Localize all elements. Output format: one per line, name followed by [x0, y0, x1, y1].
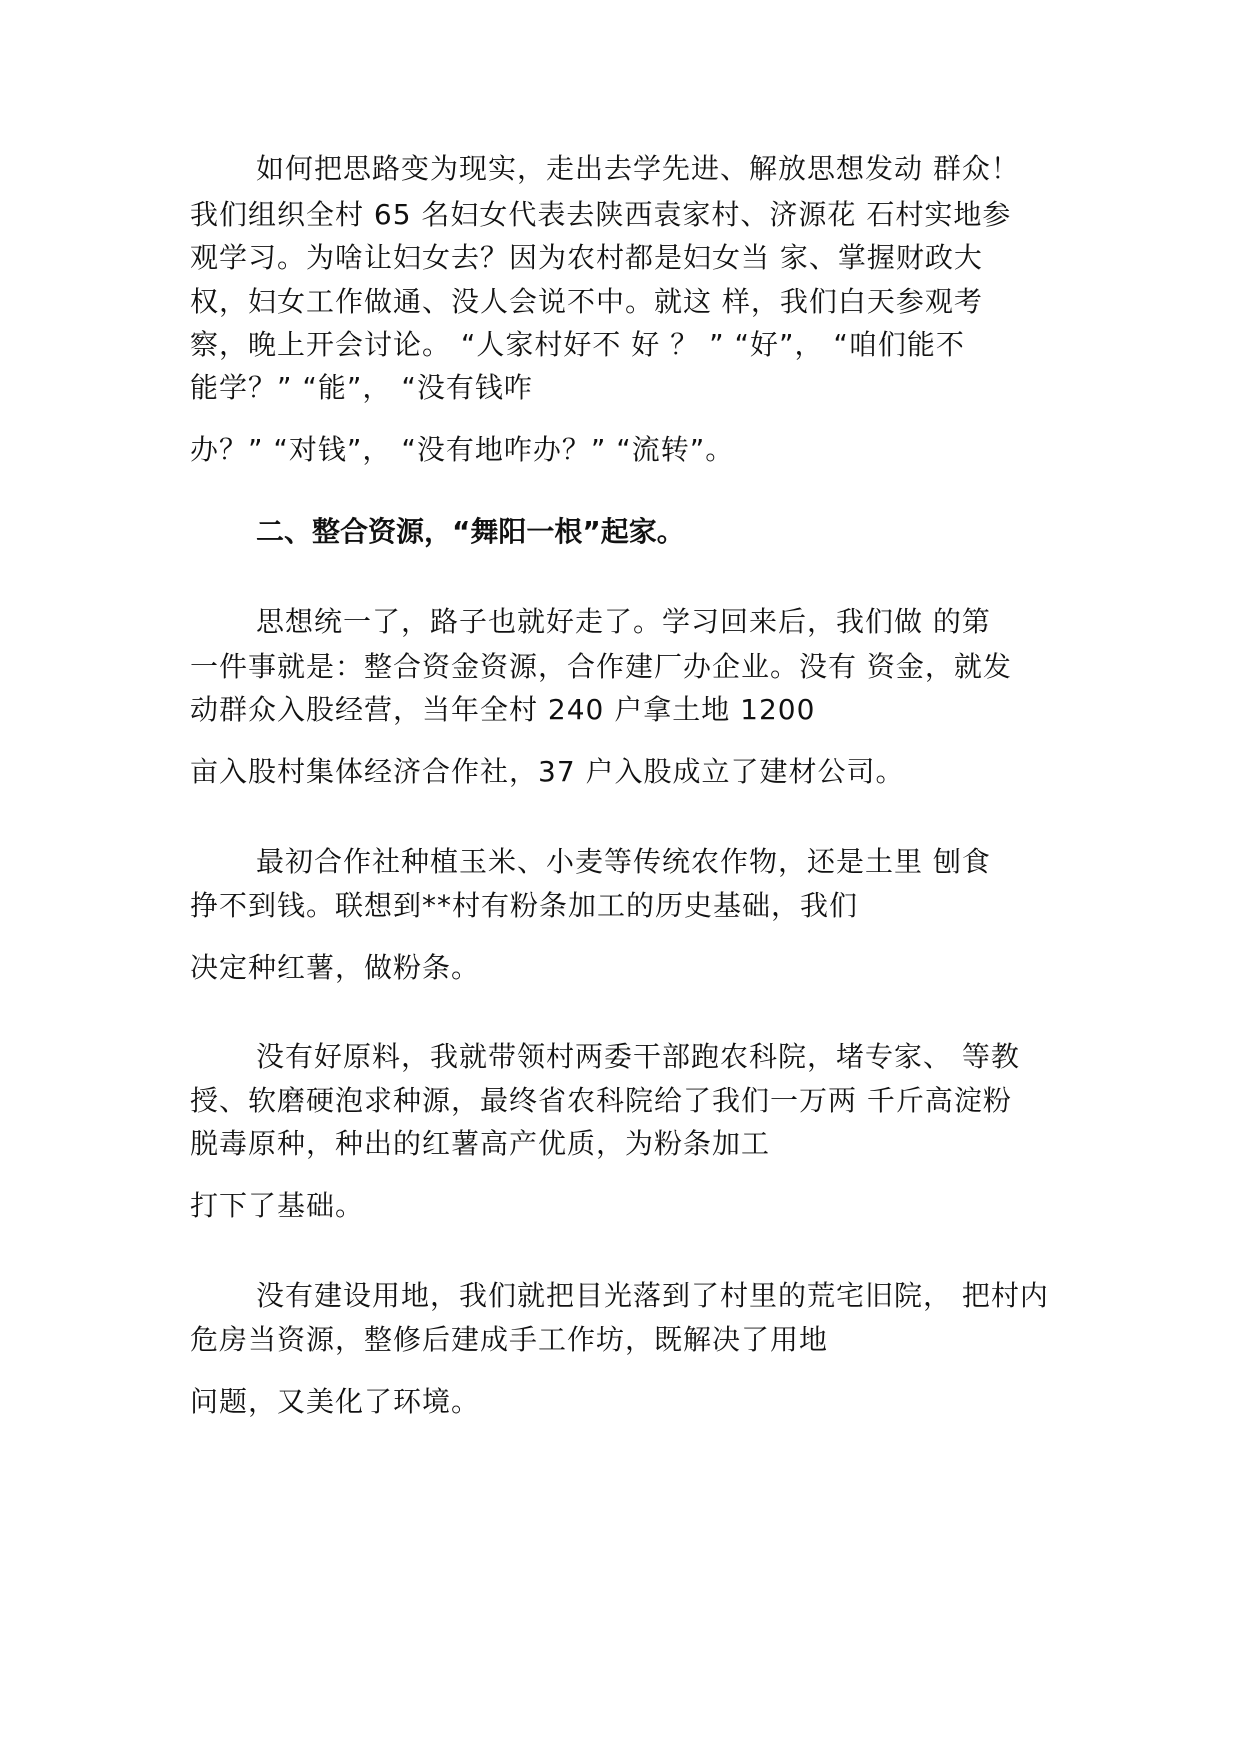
para1-line-6: 能学？” “能”， “没有钱咋	[190, 371, 533, 404]
para5-line-2: 危房当资源，整修后建成手工作坊，既解决了用地	[190, 1323, 829, 1356]
para4-line-2: 授、软磨硬泡求种源，最终省农科院给了我们一万两 千斤高淀粉	[190, 1084, 1012, 1117]
para1-line-7: 办？” “对钱”， “没有地咋办？” “流转”。	[190, 433, 735, 466]
para3-line-1: 最初合作社种植玉米、小麦等传统农作物，还是土里 刨食	[256, 845, 991, 878]
para2-line-1: 思想统一了，路子也就好走了。学习回来后，我们做 的第	[256, 605, 991, 638]
para4-line-4: 打下了基础。	[190, 1189, 365, 1222]
para3-line-3: 决定种红薯，做粉条。	[190, 951, 481, 984]
para4-line-3: 脱毒原种，种出的红薯高产优质，为粉条加工	[190, 1127, 771, 1160]
para2-line-4: 亩入股村集体经济合作社，37 户入股成立了建材公司。	[190, 755, 905, 788]
para1-line-2: 我们组织全村 65 名妇女代表去陕西袁家村、济源花 石村实地参	[190, 198, 1012, 231]
para1-line-3: 观学习。为啥让妇女去？因为农村都是妇女当 家、掌握财政大	[190, 241, 983, 274]
para2-line-3: 动群众入股经营，当年全村 240 户拿土地 1200	[190, 693, 816, 726]
section-heading-2: 二、整合资源，“舞阳一根”起家。	[256, 515, 685, 548]
para5-line-1: 没有建设用地，我们就把目光落到了村里的荒宅旧院， 把村内	[256, 1279, 1049, 1312]
para3-line-2: 挣不到钱。联想到**村有粉条加工的历史基础，我们	[190, 889, 859, 922]
para4-line-1: 没有好原料，我就带领村两委干部跑农科院，堵专家、 等教	[256, 1040, 1020, 1073]
para2-line-2: 一件事就是：整合资金资源，合作建厂办企业。没有 资金，就发	[190, 650, 1012, 683]
para1-line-5: 察，晚上开会讨论。 “人家村好不 好 ？ ” “好”， “咱们能不	[190, 328, 965, 361]
para5-line-3: 问题，又美化了环境。	[190, 1385, 481, 1418]
para1-line-1: 如何把思路变为现实，走出去学先进、解放思想发动 群众！	[256, 152, 1020, 185]
para1-line-4: 权，妇女工作做通、没人会说不中。就这 样，我们白天参观考	[190, 285, 983, 318]
